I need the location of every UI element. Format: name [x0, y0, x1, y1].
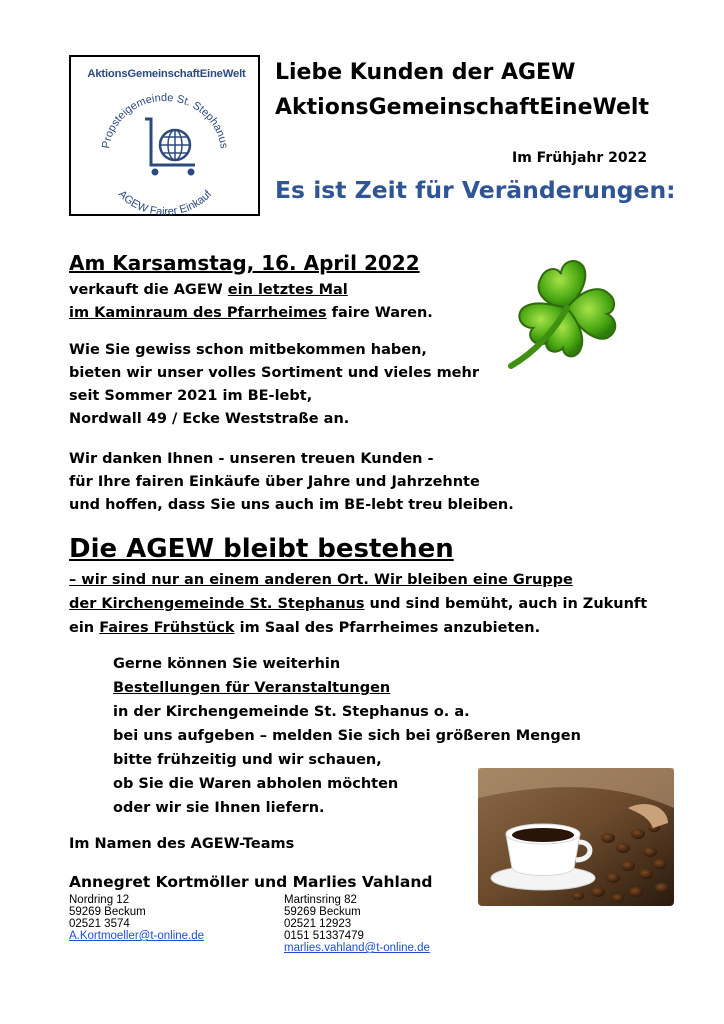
- section1-p2-4: Nordwall 49 / Ecke Weststraße an.: [69, 411, 350, 427]
- closing-team: Im Namen des AGEW-Teams: [69, 836, 295, 852]
- logo-arc-bottom: AGEW Fairer Einkauf: [115, 188, 215, 215]
- section1-p2-2: bieten wir unser volles Sortiment und vieles mehr: [69, 365, 479, 381]
- section2-indent5: bitte frühzeitig und wir schauen,: [113, 752, 382, 768]
- section2-indent7: oder wir sie Ihnen liefern.: [113, 800, 325, 816]
- section1-heading: Am Karsamstag, 16. April 2022: [69, 251, 420, 275]
- section2-indent2: Bestellungen für Veranstaltungen: [113, 680, 391, 696]
- contact-email-link[interactable]: marlies.vahland@t-online.de: [284, 942, 430, 954]
- section2-indent6: ob Sie die Waren abholen möchten: [113, 776, 399, 792]
- header-date: Im Frühjahr 2022: [512, 150, 648, 166]
- logo-title: AktionsGemeinschaftEineWelt: [87, 68, 246, 80]
- contact-city: 59269 Beckum: [69, 906, 146, 918]
- contact-mobile: 0151 51337479: [284, 930, 364, 942]
- logo-emblem: [71, 81, 258, 215]
- section2-indent3: in der Kirchengemeinde St. Stephanus o. a.: [113, 704, 470, 720]
- section2-line1: – wir sind nur an einem anderen Ort. Wir bleiben eine Gruppe: [69, 572, 573, 588]
- section2-indent4: bei uns aufgeben – melden Sie sich bei größeren Mengen: [113, 728, 581, 744]
- logo-arc-top: Propsteigemeinde St. Stephanus: [100, 91, 230, 150]
- cart-globe-icon: [145, 119, 195, 175]
- contact-vahland: [284, 894, 430, 954]
- header-tagline: Es ist Zeit für Veränderungen:: [275, 176, 676, 204]
- section1-p3-2: für Ihre fairen Einkäufe über Jahre und Jahrzehnte: [69, 474, 480, 490]
- section1-p2-3: seit Sommer 2021 im BE-lebt,: [69, 388, 313, 404]
- section1-p2-1: Wie Sie gewiss schon mitbekommen haben,: [69, 342, 427, 358]
- section2-heading: Die AGEW bleibt bestehen: [69, 534, 454, 564]
- closing-names: Annegret Kortmöller und Marlies Vahland: [69, 873, 433, 891]
- section2-indent1: Gerne können Sie weiterhin: [113, 656, 341, 672]
- svg-text:AGEW Fairer Einkauf: [116, 188, 215, 215]
- section1-p3-1: Wir danken Ihnen - unseren treuen Kunden -: [69, 451, 434, 467]
- contact-kortmoeller: [69, 894, 204, 942]
- section1-line2: im Kaminraum des Pfarrheimes faire Waren.: [69, 305, 433, 321]
- clover-image: [505, 252, 630, 372]
- coffee-image: [478, 768, 674, 906]
- agew-logo: [69, 55, 260, 216]
- contact-street: Nordring 12: [69, 894, 130, 906]
- section2-line3: ein Faires Frühstück im Saal des Pfarrheimes anzubieten.: [69, 620, 541, 636]
- header-line1: Liebe Kunden der AGEW: [275, 60, 576, 85]
- section1-p3-3: und hoffen, dass Sie uns auch im BE-lebt treu bleiben.: [69, 497, 514, 513]
- contact-city: 59269 Beckum: [284, 906, 361, 918]
- contact-email-link[interactable]: A.Kortmoeller@t-online.de: [69, 930, 205, 942]
- contact-street: Martinsring 82: [284, 894, 357, 906]
- header-line2: AktionsGemeinschaftEineWelt: [275, 95, 649, 120]
- contact-phone: 02521 3574: [69, 918, 130, 930]
- contact-phone: 02521 12923: [284, 918, 352, 930]
- svg-text:Propsteigemeinde St. Stephanus: [100, 92, 230, 150]
- section2-line2: der Kirchengemeinde St. Stephanus und sind bemüht, auch in Zukunft: [69, 596, 648, 612]
- section1-line1: verkauft die AGEW ein letztes Mal: [69, 282, 348, 298]
